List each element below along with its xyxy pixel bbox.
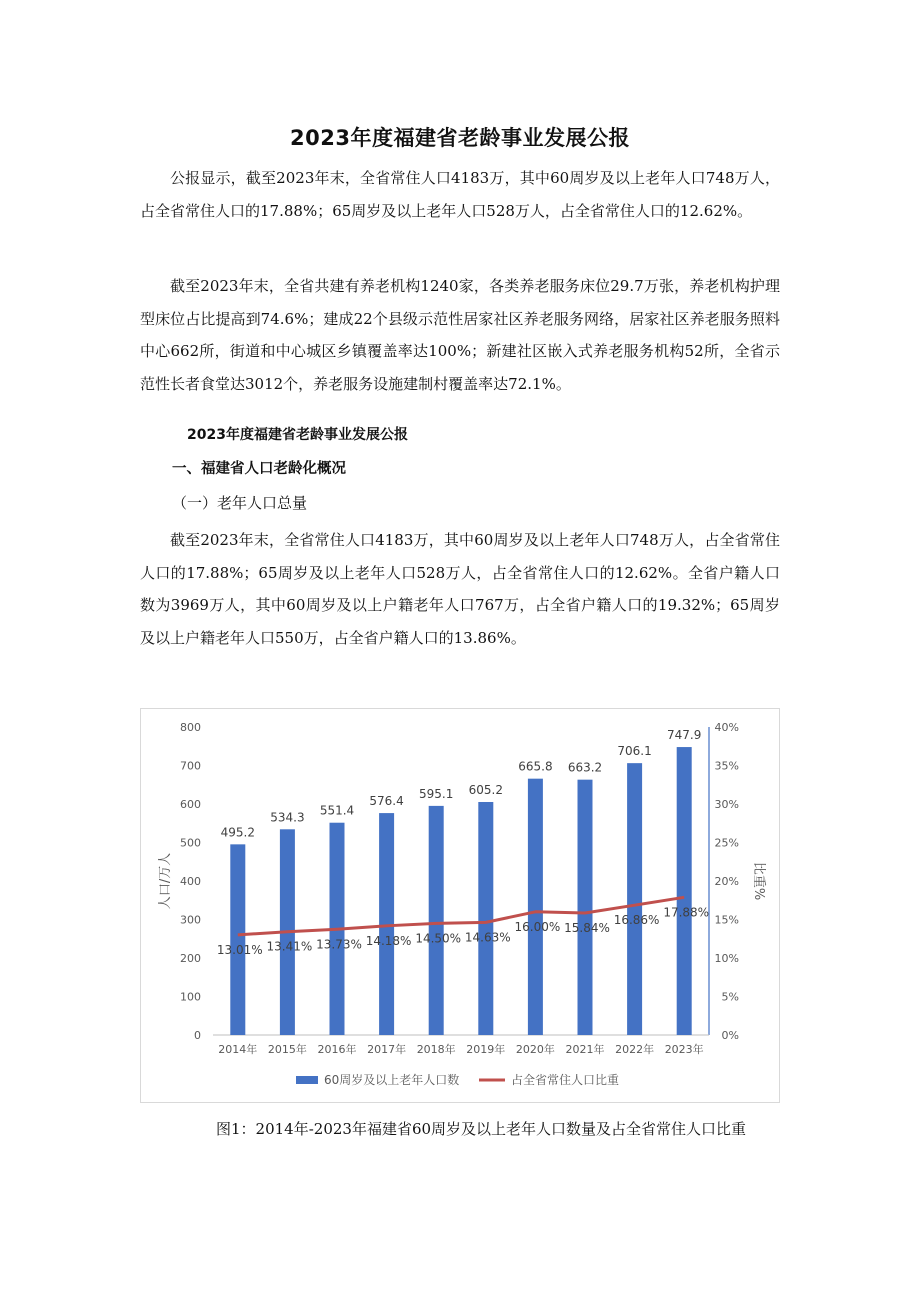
legend-line-label: 占全省常住人口比重 — [511, 1073, 620, 1087]
y-tick-label: 800 — [180, 721, 201, 734]
paragraph-facilities: 截至2023年末，全省共建有养老机构1240家，各类养老服务床位29.7万张，养老机构护理型床位占比提高到74.6%；建成22个县级示范性居家社区养老服务网络，居家社区养老服务照料中心662所，街道和中心城区乡镇覆盖率达100%；新建社区嵌入式养老服务机构52所，全省示范性长者食堂达3012个，养老服务设施建制村覆盖率达72.1%。 — [140, 277, 780, 393]
y-tick-label: 300 — [180, 913, 201, 927]
y2-axis-title: 比重% — [751, 861, 766, 901]
y-tick-label: 0 — [194, 1029, 201, 1042]
bar — [379, 813, 394, 1035]
bar-value-label: 605.2 — [468, 782, 503, 797]
x-tick-label: 2014年 — [218, 1043, 258, 1056]
line-value-label: 13.73% — [316, 937, 362, 952]
bar-value-label: 576.4 — [369, 794, 404, 809]
line-value-label: 15.84% — [564, 921, 610, 936]
paragraph-population: 截至2023年末，全省常住人口4183万，其中60周岁及以上老年人口748万人，占全省常住人口的17.88%；65周岁及以上老年人口528万人，占全省常住人口的12.62%。全省户籍人口数为3969万人，其中60周岁及以上户籍老年人口767万，占全省户籍人口的19.32%；65周岁及以上户籍老年人口550万，占全省户籍人口的13.86%。 — [140, 531, 780, 647]
x-tick-label: 2017年 — [367, 1043, 407, 1056]
y-tick-label: 400 — [180, 875, 201, 888]
line-value-label: 14.63% — [464, 930, 511, 945]
bar-value-label: 551.4 — [319, 803, 355, 818]
bar-value-label: 495.2 — [220, 825, 255, 840]
x-tick-label: 2019年 — [466, 1043, 506, 1056]
y-tick-label: 600 — [180, 798, 201, 811]
bar-value-label: 747.9 — [667, 728, 702, 743]
section-heading: 一、福建省人口老龄化概况 — [172, 461, 346, 477]
bar — [627, 763, 642, 1035]
bar-value-label: 706.1 — [617, 744, 652, 759]
x-tick-label: 2015年 — [267, 1043, 307, 1056]
bar — [677, 747, 692, 1035]
subsection-heading: （一）老年人口总量 — [172, 494, 308, 512]
x-tick-label: 2021年 — [565, 1043, 605, 1056]
line-value-label: 13.41% — [266, 939, 313, 954]
figure-caption: 图1：2014年-2023年福建省60周岁及以上老年人口数量及占全省常住人口比重 — [216, 1120, 747, 1138]
legend-bar-swatch — [296, 1076, 318, 1084]
paragraph-summary: 公报显示，截至2023年末，全省常住人口4183万，其中60周岁及以上老年人口748万人，占全省常住人口的17.88%；65周岁及以上老年人口528万人，占全省常住人口的12.62%。 — [140, 169, 780, 220]
y2-tick-label: 15% — [714, 913, 739, 927]
y2-tick-label: 5% — [721, 990, 739, 1004]
x-tick-label: 2022年 — [615, 1043, 655, 1056]
bar-value-label: 595.1 — [419, 786, 454, 801]
y-tick-label: 100 — [180, 990, 201, 1004]
x-tick-label: 2020年 — [515, 1043, 555, 1056]
population-chart — [141, 709, 781, 1104]
y2-tick-label: 40% — [714, 721, 739, 734]
bar — [578, 780, 593, 1035]
bar — [230, 844, 245, 1035]
line-value-label: 13.01% — [216, 942, 263, 957]
document-title: 2023年度福建省老龄事业发展公报 — [290, 126, 630, 150]
bar-value-label: 665.8 — [518, 759, 553, 774]
y2-tick-label: 25% — [714, 836, 739, 850]
y-tick-label: 500 — [180, 836, 201, 850]
y2-tick-label: 10% — [714, 952, 739, 965]
bar-value-label: 534.3 — [270, 810, 305, 825]
y-tick-label: 200 — [180, 952, 201, 965]
x-tick-label: 2016年 — [317, 1043, 357, 1056]
line-value-label: 16.00% — [514, 919, 561, 934]
subtitle: 2023年度福建省老龄事业发展公报 — [187, 427, 408, 443]
y-axis-title: 人口/万人 — [158, 852, 173, 910]
bar-value-label: 663.2 — [567, 760, 603, 775]
y2-tick-label: 35% — [714, 759, 739, 773]
x-tick-label: 2018年 — [416, 1043, 456, 1056]
line-value-label: 14.18% — [365, 933, 412, 948]
line-value-label: 16.86% — [613, 913, 660, 928]
bar — [528, 779, 543, 1035]
y2-tick-label: 20% — [714, 875, 739, 888]
bar — [478, 802, 493, 1035]
line-value-label: 17.88% — [663, 905, 710, 920]
y2-tick-label: 0% — [721, 1029, 739, 1042]
bar — [429, 806, 444, 1035]
y-tick-label: 700 — [180, 759, 201, 773]
line-value-label: 14.50% — [415, 931, 462, 946]
x-tick-label: 2023年 — [664, 1043, 704, 1056]
legend-bar-label: 60周岁及以上老年人口数 — [324, 1073, 460, 1087]
y2-tick-label: 30% — [714, 798, 739, 811]
chart-container — [140, 708, 780, 1103]
